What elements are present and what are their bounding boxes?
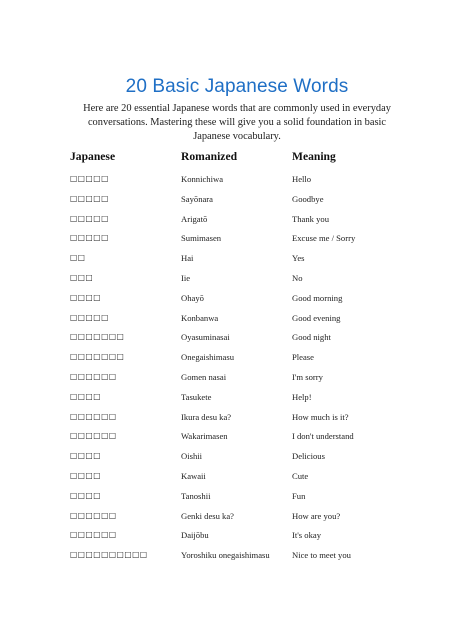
table-row	[0, 231, 474, 251]
romanized-cell: Arigatō	[181, 213, 208, 224]
romanized-cell: Oyasuminasai	[181, 332, 230, 343]
meaning-cell: It's okay	[292, 530, 321, 541]
meaning-cell: Cute	[292, 470, 309, 481]
meaning-cell: Excuse me / Sorry	[292, 233, 356, 244]
header-japanese: Japanese	[70, 150, 116, 163]
romanized-cell: Sumimasen	[181, 233, 222, 244]
japanese-cell: □□□□□□	[70, 431, 117, 441]
japanese-cell: □□□□□	[70, 312, 109, 322]
japanese-cell: □□□□□□□	[70, 332, 125, 342]
meaning-cell: How much is it?	[292, 411, 349, 422]
meaning-cell: Thank you	[292, 213, 329, 224]
romanized-cell: Konnichiwa	[181, 174, 224, 184]
romanized-cell: Genki desu ka?	[181, 510, 234, 521]
header-romanized: Romanized	[181, 150, 238, 163]
table-row	[0, 449, 474, 469]
table-row	[0, 469, 474, 489]
header-meaning: Meaning	[292, 150, 336, 163]
japanese-cell: □□	[70, 253, 86, 263]
meaning-cell: Delicious	[292, 451, 325, 462]
table-row	[0, 192, 474, 212]
meaning-cell: I don't understand	[292, 431, 354, 442]
romanized-cell: Oishii	[181, 451, 203, 462]
table-row	[0, 172, 474, 192]
word-table	[0, 172, 474, 568]
table-row	[0, 251, 474, 271]
romanized-cell: Hai	[181, 253, 194, 264]
japanese-cell: □□□□□	[70, 233, 109, 243]
table-row	[0, 311, 474, 331]
table-row	[0, 370, 474, 390]
table-row	[0, 330, 474, 350]
romanized-cell: Ikura desu ka?	[181, 411, 232, 422]
japanese-cell: □□□□	[70, 470, 102, 480]
japanese-cell: □□□□□□	[70, 530, 117, 540]
romanized-cell: Sayōnara	[181, 193, 213, 204]
table-row	[0, 489, 474, 509]
meaning-cell: Hello	[292, 174, 312, 184]
japanese-cell: □□□□□	[70, 213, 109, 223]
japanese-cell: □□□□□	[70, 174, 109, 183]
japanese-cell: □□□□	[70, 292, 102, 302]
romanized-cell: Ohayō	[181, 292, 204, 303]
meaning-cell: Good night	[292, 332, 331, 343]
japanese-cell: □□□□□□□□□□	[70, 550, 148, 560]
table-row	[0, 212, 474, 232]
table-row	[0, 509, 474, 529]
romanized-cell: Yoroshiku onegaishimasu	[181, 550, 270, 561]
table-header	[0, 150, 474, 166]
table-row	[0, 350, 474, 370]
meaning-cell: No	[292, 272, 303, 283]
table-row	[0, 271, 474, 291]
romanized-cell: Tasukete	[181, 391, 212, 402]
romanized-cell: Onegaishimasu	[181, 352, 234, 363]
meaning-cell: Nice to meet you	[292, 550, 351, 561]
table-row	[0, 429, 474, 449]
table-row	[0, 390, 474, 410]
meaning-cell: Goodbye	[292, 193, 324, 204]
meaning-cell: Good evening	[292, 312, 341, 323]
meaning-cell: Please	[292, 352, 314, 363]
japanese-cell: □□□□□	[70, 193, 109, 203]
table-row	[0, 528, 474, 548]
romanized-cell: Tanoshii	[181, 490, 211, 501]
japanese-cell: □□□□□□	[70, 371, 117, 381]
romanized-cell: Gomen nasai	[181, 371, 227, 382]
romanized-cell: Konbanwa	[181, 312, 219, 323]
japanese-cell: □□□□□□	[70, 411, 117, 421]
page-title: 20 Basic Japanese Words	[125, 76, 349, 97]
japanese-cell: □□□□	[70, 391, 102, 401]
romanized-cell: Daijōbu	[181, 530, 209, 541]
meaning-cell: How are you?	[292, 510, 341, 521]
table-row	[0, 291, 474, 311]
meaning-cell: Fun	[292, 490, 306, 501]
romanized-cell: Iie	[181, 272, 191, 283]
japanese-cell: □□□□□□□	[70, 352, 125, 362]
meaning-cell: Good morning	[292, 292, 343, 303]
meaning-cell: Help!	[292, 391, 312, 402]
meaning-cell: Yes	[292, 253, 305, 264]
japanese-cell: □□□	[70, 272, 94, 282]
japanese-cell: □□□□	[70, 490, 102, 500]
romanized-cell: Wakarimasen	[181, 431, 228, 442]
romanized-cell: Kawaii	[181, 470, 206, 481]
table-row	[0, 410, 474, 430]
table-row	[0, 548, 474, 568]
meaning-cell: I'm sorry	[292, 371, 323, 382]
japanese-cell: □□□□	[70, 451, 102, 461]
intro-paragraph: Here are 20 essential Japanese words that are commonly used in everyday conversations. Mastering these will give you a solid foundation in basic Japanese vocabulary.	[83, 103, 391, 143]
japanese-cell: □□□□□□	[70, 510, 117, 520]
